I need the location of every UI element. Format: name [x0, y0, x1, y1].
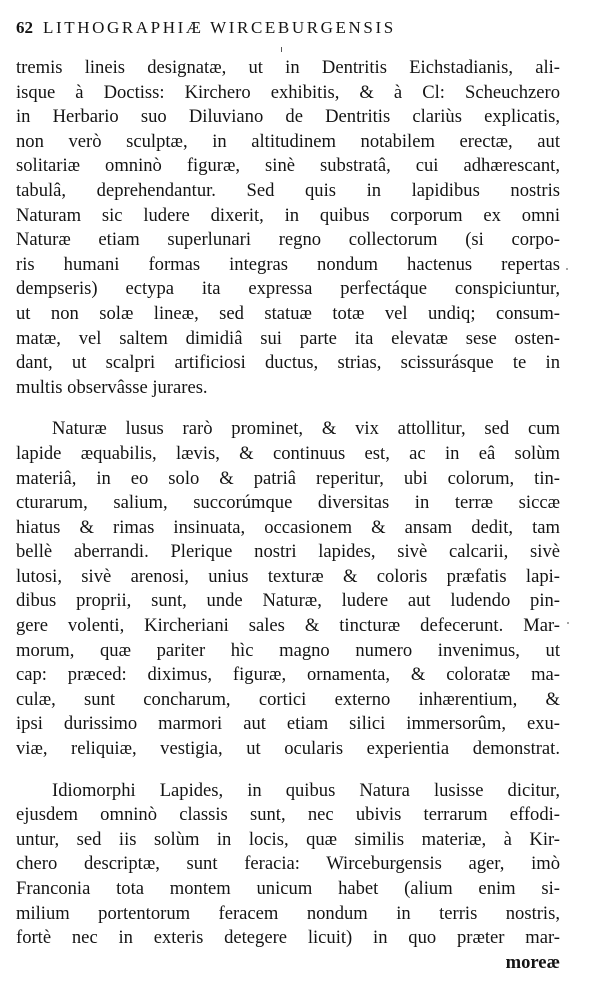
text-line: materiâ, in eo solo & patriâ reperitur, ubi colorum, tin-	[16, 467, 560, 489]
text-line: Franconia tota montem unicum habet (alium enim si-	[16, 878, 560, 899]
text-line: Naturæ lusus rarò prominet, & vix attollitur, sed cum	[52, 418, 560, 440]
body-text	[16, 56, 560, 975]
text-line: ris humani formas integras nondum hactenus repertas	[16, 253, 560, 275]
paragraph-2	[16, 417, 560, 761]
text-line: lutosi, sivè arenosi, unius texturæ & coloris præfatis lapi-	[16, 565, 560, 587]
text-line: hiatus & rimas insinuata, occasionem & ansam dedit, tam	[16, 516, 560, 538]
text-line: dempseris) ectypa ita expressa perfectáque conspiciuntur,	[16, 278, 560, 300]
text-line: gere volenti, Kircheriani sales & tincturæ defecerunt. Mar-	[16, 615, 560, 637]
text-line: lapide æquabilis, lævis, & continuus est, ac in eâ solùm	[16, 442, 560, 464]
paragraph-gap	[16, 762, 560, 779]
text-line: Idiomorphi Lapides, in quibus Natura lusisse dicitur,	[52, 779, 560, 801]
paragraph-gap	[16, 400, 560, 417]
text-line: untur, sed iis solùm in locis, quæ similis materiæ, à Kir-	[16, 828, 560, 850]
catchword: moreæ	[505, 951, 560, 973]
text-line: viæ, reliquiæ, vestigia, ut ocularis experientia demonstrat.	[16, 738, 560, 760]
text-line: bellè aberrandi. Plerique nostri lapides, sivè calcarii, sivè	[16, 541, 560, 563]
paper-speck	[566, 268, 568, 270]
text-line: Naturam sic ludere dixerit, in quibus corporum ex omni	[16, 204, 560, 226]
text-line: fortè nec in exteris detegere licuit) in quo præter mar-	[16, 927, 560, 949]
text-line: solitariæ omninò figuræ, sinè substratâ, cui adhærescant,	[16, 155, 560, 177]
text-line: non verò sculptæ, in altitudinem notabilem erectæ, aut	[16, 130, 560, 152]
text-line: Naturæ etiam superlunari regno collectorum (si corpo-	[16, 229, 560, 251]
paragraph-3	[16, 779, 560, 976]
paper-speck	[567, 622, 569, 624]
text-line: in Herbario suo Diluviano de Dentritis clariùs explicatis,	[16, 106, 560, 128]
text-line: dant, ut scalpri artificiosi ductus, strias, scissurásque te in	[16, 352, 560, 374]
text-line: ejusdem omninò classis sunt, nec ubivis terrarum effodi-	[16, 804, 560, 826]
running-title: LITHOGRAPHIÆ WIRCEBURGENSIS	[43, 18, 396, 37]
running-head	[16, 18, 556, 42]
text-line: dibus proprii, sunt, unde Naturæ, ludere aut ludendo pin-	[16, 590, 560, 612]
text-line: multis observâsse jurares.	[16, 376, 208, 398]
page-number: 62	[16, 18, 33, 37]
text-line: milium portentorum feracem nondum in terris nostris,	[16, 902, 560, 924]
text-line: cap: præced: diximus, figuræ, ornamenta, & coloratæ ma-	[16, 664, 560, 686]
text-line: morum, quæ pariter hìc magno numero invenimus, ut	[16, 639, 560, 661]
text-line: matæ, vel saltem dimidiâ sui parte ita elevatæ sese osten-	[16, 327, 560, 349]
text-line: isque à Doctiss: Kirchero exhibitis, & à Cl: Scheuchzero	[16, 81, 560, 103]
text-line: tremis lineis designatæ, ut in Dentritis Eichstadianis, ali-	[16, 57, 560, 78]
paragraph-1	[16, 56, 560, 400]
text-line: culæ, sunt concharum, cortici externo inhærentium, &	[16, 688, 560, 710]
text-line: ipsi durissimo marmori aut etiam silici immersorûm, exu-	[16, 713, 560, 735]
text-line: chero descriptæ, sunt feracia: Wirceburgensis ager, imò	[16, 853, 560, 875]
printer-tick-mark	[281, 47, 282, 52]
text-line: tabulâ, deprehendantur. Sed quis in lapidibus nostris	[16, 179, 560, 201]
text-line: ut non solæ lineæ, sed statuæ totæ vel undiq; consum-	[16, 302, 560, 324]
text-line: cturarum, salium, succorúmque diversitas in terræ siccæ	[16, 492, 560, 514]
